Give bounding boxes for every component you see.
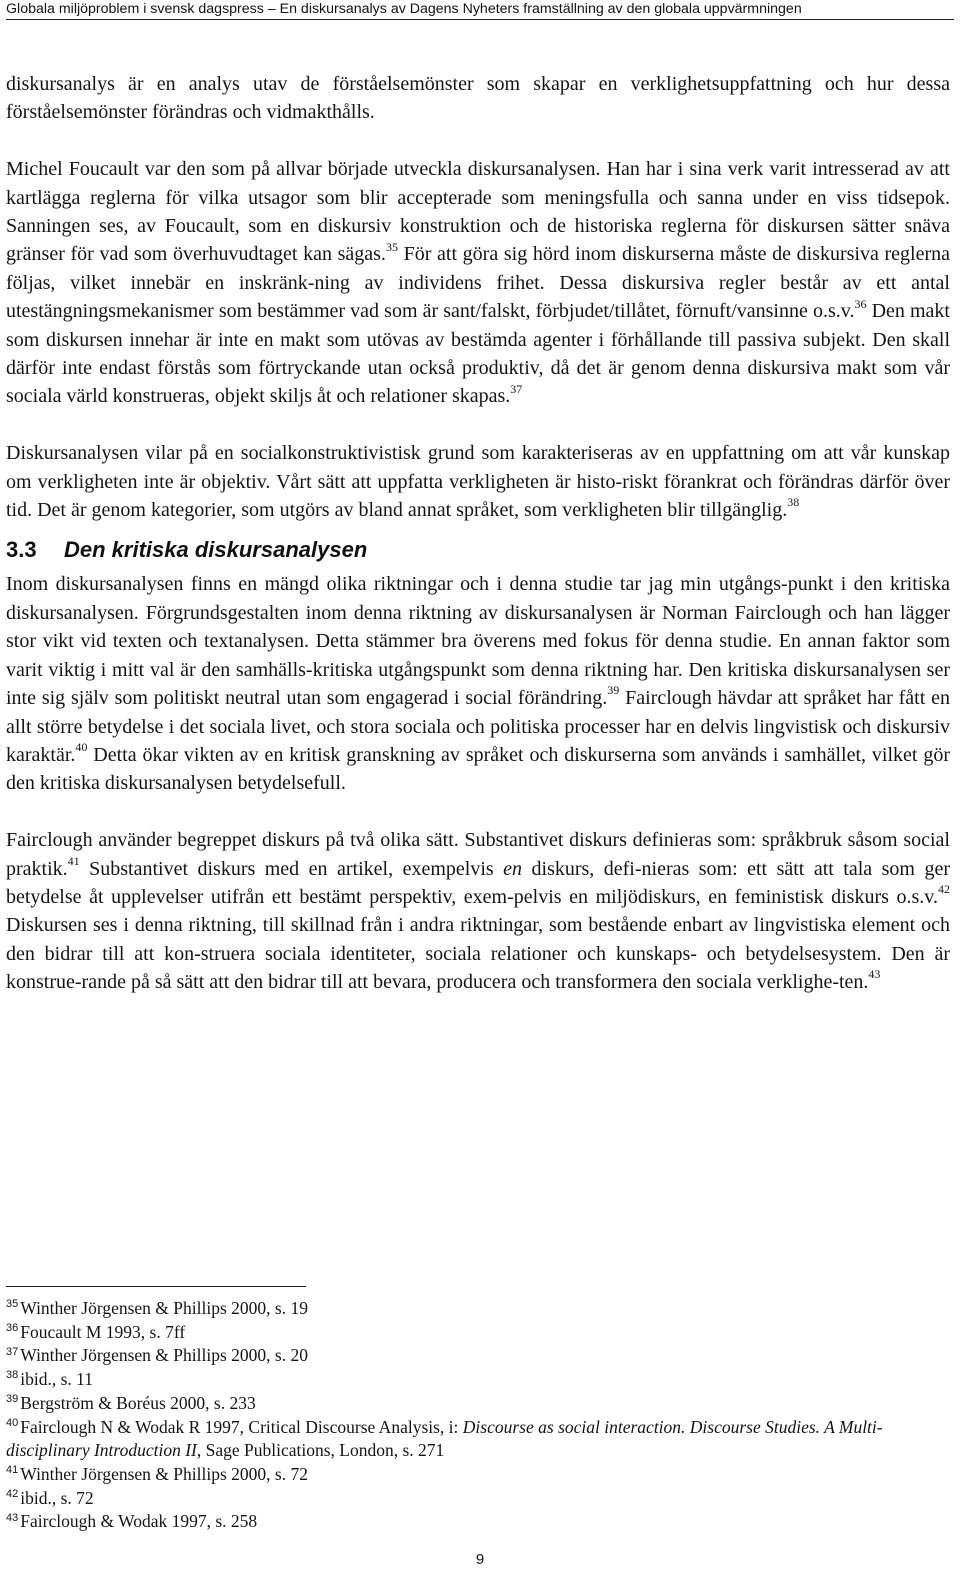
paragraph-5-text-a: Fairclough använder begreppet diskurs på två olika sätt. Substantivet diskurs definieras som: språkbruk såsom social praktik. — [6, 829, 950, 880]
footnote-ref-43: 43 — [868, 967, 881, 982]
header-divider — [6, 19, 954, 20]
body-text — [6, 70, 950, 1025]
footnote-item — [6, 1392, 950, 1416]
paragraph-1-text: diskursanalys är en analys utav de förståelsemönster som skapar en verklighetsuppfattning och hur dessa förståelsemönster förändras och vidmakthålls. — [6, 73, 950, 124]
footnote-item — [6, 1510, 950, 1534]
footnote-ref-37: 37 — [510, 381, 523, 396]
footnote-ref-38: 38 — [787, 495, 800, 510]
section-title: Den kritiska diskursanalysen — [64, 537, 368, 563]
footnote-ref-39: 39 — [607, 683, 620, 698]
footnote-text: ibid., s. 11 — [20, 1369, 94, 1390]
footnote-number: 43 — [6, 1511, 19, 1524]
footnote-number: 38 — [6, 1369, 19, 1382]
paragraph-3 — [6, 439, 950, 524]
footnote-number: 37 — [6, 1345, 19, 1358]
footnote-number: 35 — [6, 1298, 19, 1311]
footnote-item — [6, 1297, 950, 1321]
footnote-divider — [6, 1286, 306, 1287]
footnote-text: Winther Jörgensen & Phillips 2000, s. 19 — [20, 1298, 308, 1318]
paragraph-4-text-a: Inom diskursanalysen finns en mängd olika riktningar och i denna studie tar jag min utgångs-punkt i den kritiska diskursanalysen. Förgrundsgestalten inom denna riktning av diskursanalysen är Norman Fairclough och han lägger stor vikt vid texten och textanalysen. Detta stämmer bra överens med fokus för denna studie. En annan faktor som varit viktig i mitt val är den samhälls-kritiska utgångspunkt som denna riktning har. Den kritiska diskursanalysen ser inte sig själv som politiskt neutral utan som engagerad i social förändring. — [6, 573, 950, 710]
footnote-text: Fairclough & Wodak 1997, s. 258 — [20, 1511, 258, 1532]
footnote-text: ibid., s. 72 — [20, 1487, 94, 1508]
footnote-ref-40: 40 — [75, 740, 88, 755]
footnote-text: Winther Jörgensen & Phillips 2000, s. 72 — [20, 1463, 308, 1484]
footnote-number: 41 — [6, 1464, 19, 1477]
paragraph-2-text-c: Den makt som diskursen innehar är inte en makt som utövas av bestämda agenter i förhållande till passiva subjekt. Den skall därför inte endast förstås som förtryckande utan också produktiv, då det är genom denna diskursiva makt som vår sociala värld konstrueras, objekt skiljs åt och relationer skapas. — [6, 300, 950, 408]
paragraph-2 — [6, 155, 950, 411]
footnote-text: Bergström & Boréus 2000, s. 233 — [20, 1392, 256, 1413]
footnote-ref-35: 35 — [385, 239, 398, 254]
footnote-number: 42 — [6, 1487, 19, 1500]
footnote-text-a: Fairclough N & Wodak R 1997, Critical Discourse Analysis, i: — [20, 1416, 463, 1437]
footnote-text: Foucault M 1993, s. 7ff — [20, 1321, 186, 1342]
section-number: 3.3 — [6, 537, 37, 563]
paragraph-1 — [6, 70, 950, 127]
paragraph-2-text-a: Michel Foucault var den som på allvar började utveckla diskursanalysen. Han har i sina verk varit intresserad av att kartlägga reglerna för vilka utsagor som blir accepterade som meningsfulla och sanna under en viss tidsepok. Sanningen ses, av Foucault, som en diskursiv konstruktion och de historiska reglerna för diskursen sätter snäva gränser för vad som överhuvudtaget kan sägas. — [6, 158, 950, 266]
footnote-item — [6, 1487, 950, 1511]
paragraph-5-emphasis: en — [503, 857, 523, 880]
paragraph-5-text-b: Substantivet diskurs med en artikel, exempelvis — [79, 857, 504, 880]
footnote-item — [6, 1368, 950, 1392]
paragraph-4-text-b: Fairclough hävdar att språket har fått en allt större betydelse i det sociala livet, och stora sociala och politiska processer har en delvis lingvistisk och diskursiv karaktär. — [6, 687, 950, 766]
paragraph-5-text-d: Diskursen ses i denna riktning, till skillnad från i andra riktningar, som bestående enbart av lingvistiska element och den bidrar till att kon-struera sociala identiteter, sociala relationer och kunskaps- och betydelsesystem. Den är konstrue-rande på så sätt att den bidrar till att bevara, producera och transformera den sociala verklighe-ten. — [6, 914, 950, 994]
footnote-ref-41: 41 — [67, 853, 80, 868]
footnote-item — [6, 1463, 950, 1487]
footnote-ref-36: 36 — [854, 296, 867, 311]
footnote-book-title: Discourse as social interaction. Discourse Studies. A Multi-disciplinary Introduction II — [6, 1416, 883, 1461]
footnote-text: Winther Jörgensen & Phillips 2000, s. 20 — [20, 1345, 308, 1366]
footnote-number: 40 — [6, 1416, 19, 1429]
paragraph-2-text-b: För att göra sig hörd inom diskurserna måste de diskursiva reglerna följas, vilket innebär en inskränk-ning av individens frihet. Dessa diskursiva regler består av ett antal utestängningsmekanismer som bestämmer vad som är sant/falskt, förbjudet/tillåtet, förnuft/vansinne o.s.v. — [6, 243, 951, 323]
paragraph-4-text-c: Detta ökar vikten av en kritisk granskning av språket och diskurserna som används i samhället, vilket gör den kritiska diskursanalysen betydelsefull. — [6, 743, 950, 795]
paragraph-5 — [6, 826, 950, 996]
running-header: Globala miljöproblem i svensk dagspress – En diskursanalys av Dagens Nyheters framställning av den globala uppvärmningen — [6, 1, 802, 17]
paragraph-5-text-c: diskurs, defi-nieras som: ett sätt att tala som ger betydelse åt upplevelser utifrån ett bestämt perspektiv, exem-pelvis en miljödiskurs, en feministisk diskurs o.s.v. — [6, 857, 950, 908]
section-heading — [6, 536, 950, 564]
footnote-item — [6, 1416, 950, 1463]
footnote-number: 39 — [6, 1392, 19, 1405]
footnotes — [6, 1297, 950, 1534]
page-number: 9 — [475, 1551, 485, 1568]
paragraph-3-text: Diskursanalysen vilar på en socialkonstruktivistisk grund som karakteriseras av en uppfattning om att vår kunskap om verkligheten inte är objektiv. Vårt sätt att uppfatta verkligheten är histo-riskt förankrat och förändras därför över tid. Det är genom kategorier, som utgörs av bland annat språket, som verkligheten blir tillgänglig. — [6, 442, 950, 522]
footnote-number: 36 — [6, 1321, 19, 1334]
paragraph-4 — [6, 570, 950, 797]
footnote-item — [6, 1344, 950, 1368]
footnote-item — [6, 1321, 950, 1345]
footnote-ref-42: 42 — [938, 882, 950, 897]
footnote-text-b: , Sage Publications, London, s. 271 — [196, 1440, 445, 1461]
